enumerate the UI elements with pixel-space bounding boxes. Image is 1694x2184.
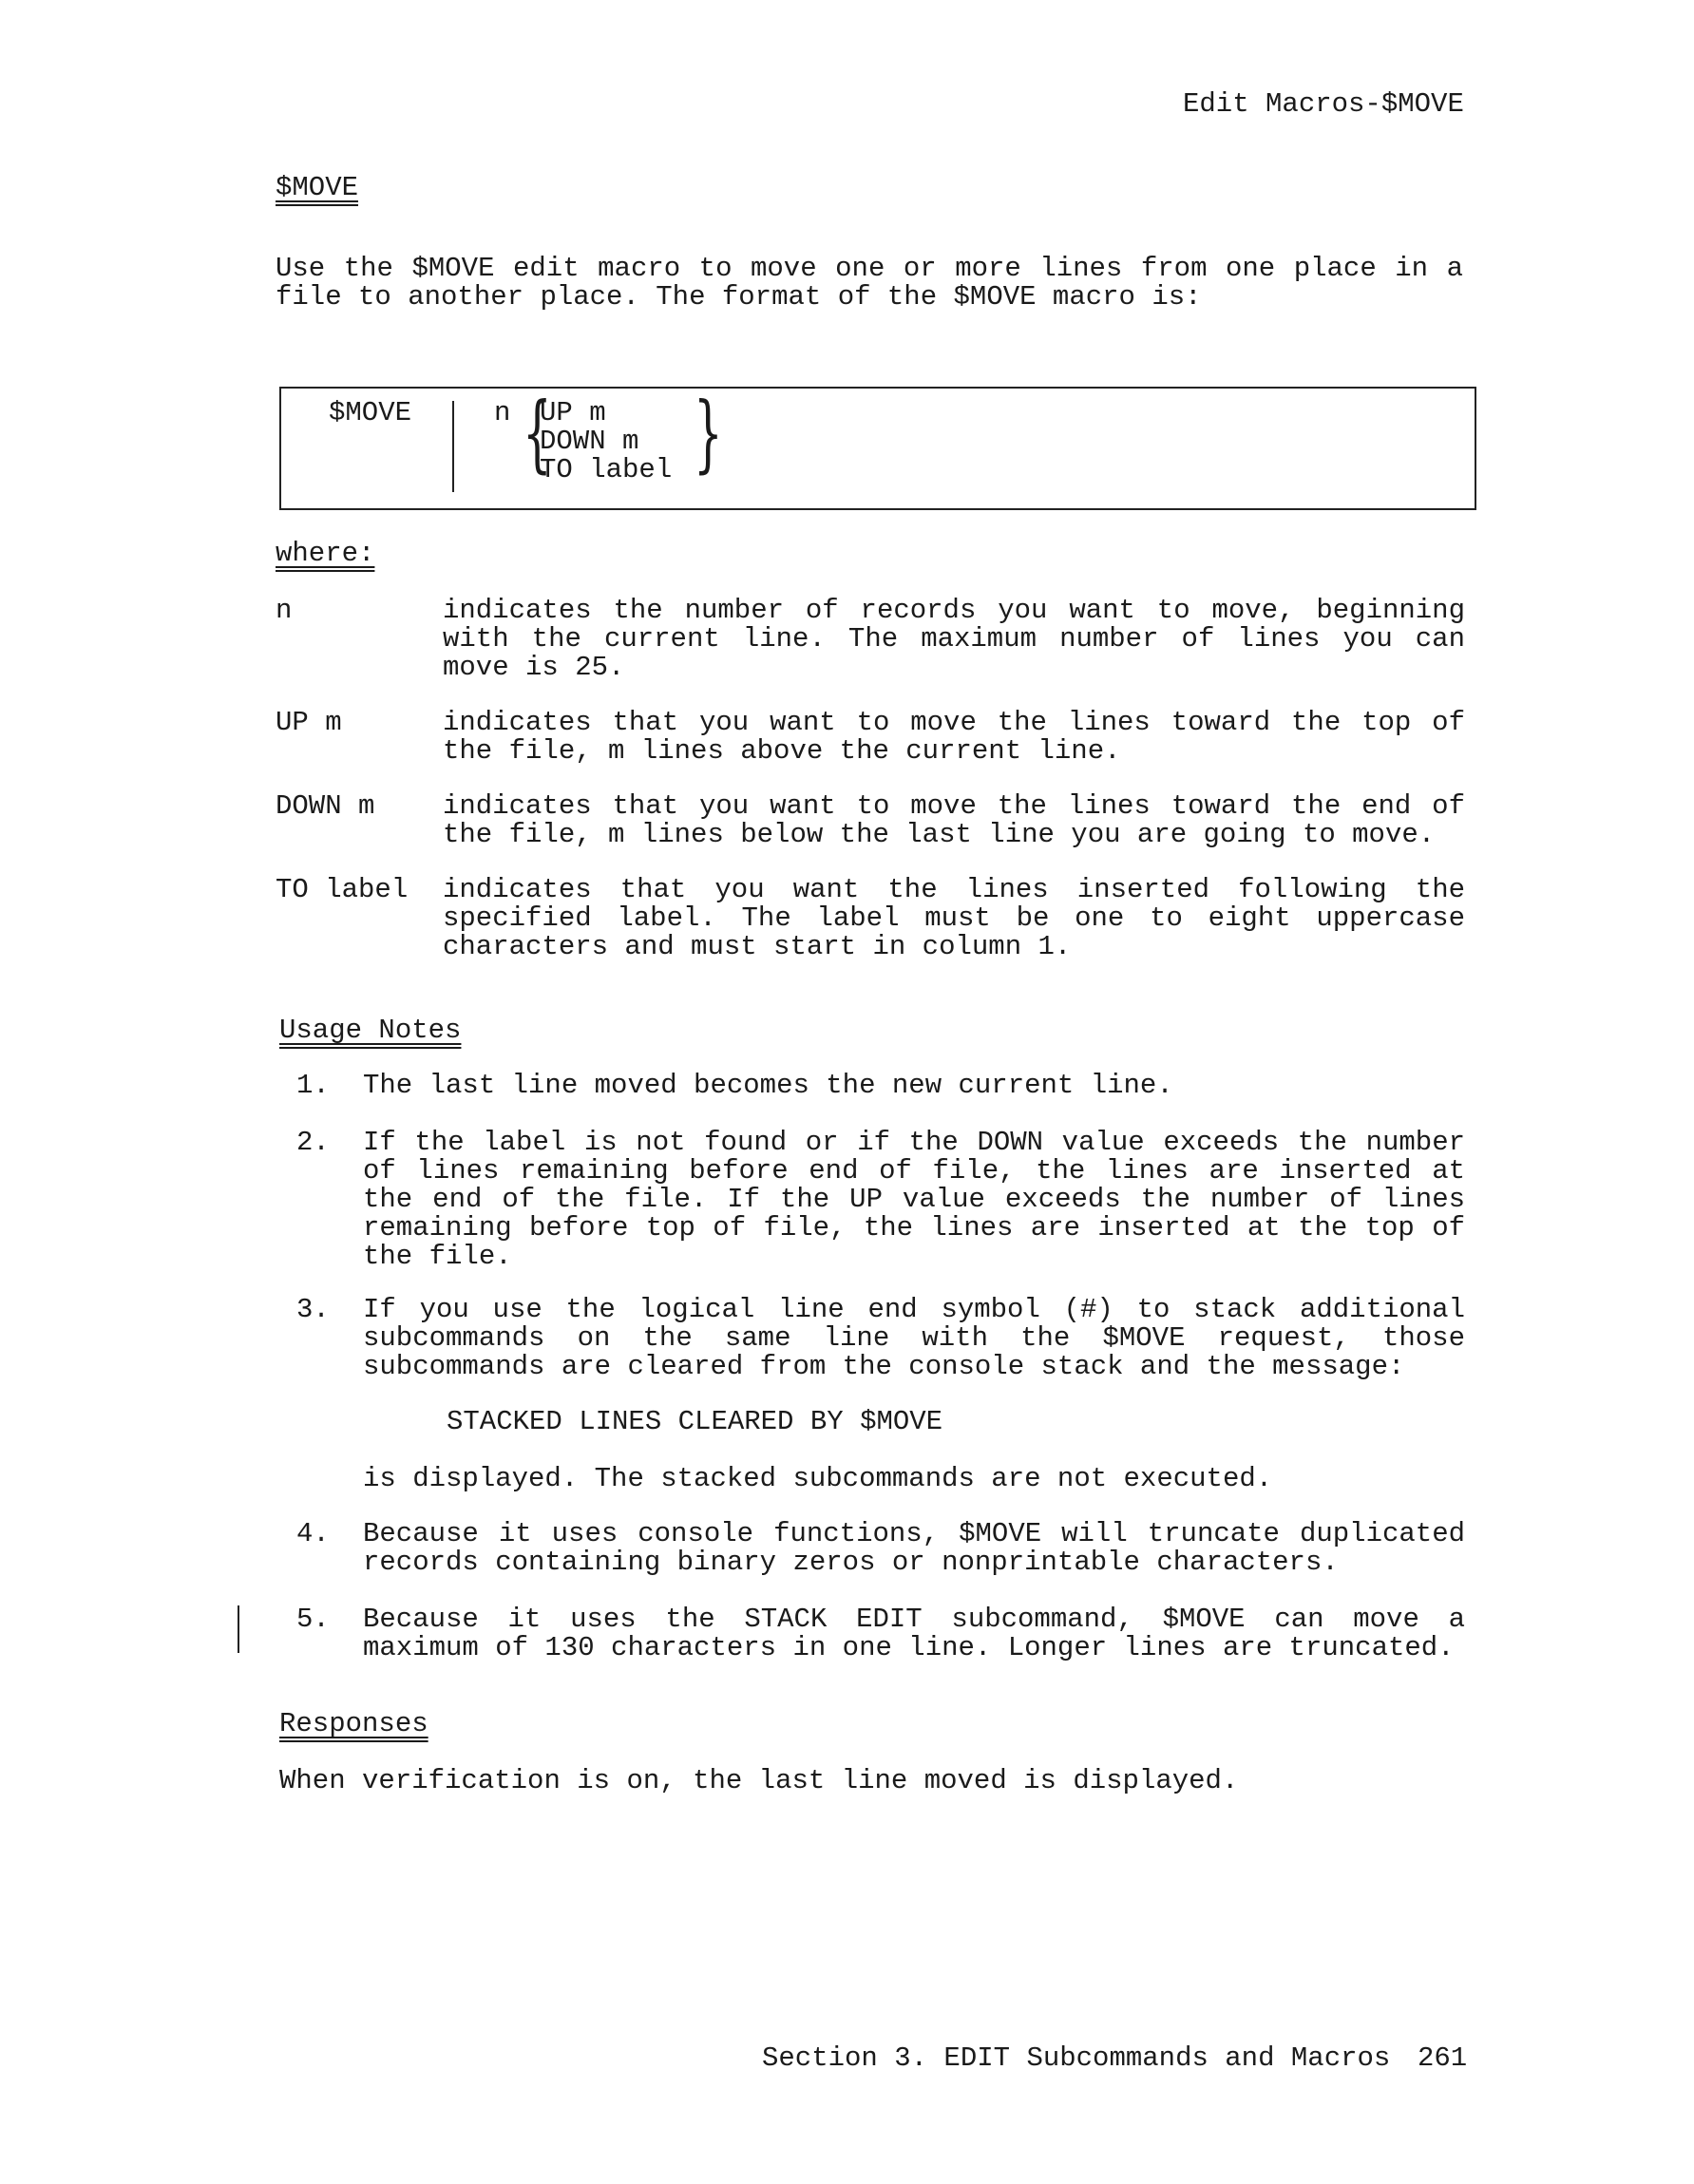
footer-page-number: 261	[1418, 2042, 1468, 2074]
param-desc-up: indicates that you want to move the lines toward the top of the file, m lines above the current line.	[443, 707, 1465, 767]
note-text: If the label is not found or if the DOWN value exceeds the number of lines remaining before end of file, the lines are inserted at the end of the file. If the UP value exceeds the number of lines remaining before top of file, the lines are inserted at the top of the file.	[363, 1127, 1465, 1272]
note-text-continued: is displayed. The stacked subcommands are not executed.	[363, 1463, 1273, 1494]
page-title: $MOVE	[276, 172, 359, 203]
usage-notes-heading: Usage Notes	[279, 1015, 462, 1046]
left-brace: {	[523, 384, 552, 482]
syntax-option-up: UP m	[540, 397, 606, 428]
footer-section: Section 3. EDIT Subcommands and Macros	[762, 2042, 1391, 2074]
note-number: 1.	[296, 1070, 330, 1101]
note-number: 2.	[296, 1127, 330, 1158]
note-text: If you use the logical line end symbol (#) to stack additional subcommands on the same line with the $MOVE request, those subcommands are cleared from the console stack and the message:	[363, 1294, 1465, 1382]
intro-paragraph: Use the $MOVE edit macro to move one or more lines from one place in a file to another place. The format of the $MOVE macro is:	[276, 253, 1463, 313]
note-number: 5.	[296, 1604, 330, 1635]
right-brace: }	[694, 384, 723, 482]
where-label: where:	[276, 538, 375, 569]
syntax-option-to: TO label	[540, 454, 673, 485]
param-term-up: UP m	[276, 707, 342, 738]
responses-heading: Responses	[279, 1708, 428, 1739]
syntax-command: $MOVE	[329, 397, 412, 428]
syntax-divider	[452, 401, 454, 492]
note-text: Because it uses console functions, $MOVE will truncate duplicated records containing binary zeros or nonprintable characters.	[363, 1518, 1465, 1578]
note-text: Because it uses the STACK EDIT subcommand, $MOVE can move a maximum of 130 characters in one line. Longer lines are truncated.	[363, 1604, 1465, 1663]
responses-text: When verification is on, the last line moved is displayed.	[279, 1765, 1239, 1796]
note-text: The last line moved becomes the new current line.	[363, 1070, 1173, 1101]
param-term-n: n	[276, 595, 293, 626]
syntax-option-down: DOWN m	[540, 426, 639, 457]
revision-bar	[238, 1605, 239, 1653]
param-desc-to: indicates that you want the lines inserted following the specified label. The label must be one to eight uppercase characters and must start in column 1.	[443, 874, 1465, 962]
param-desc-n: indicates the number of records you want to move, beginning with the current line. The maximum number of lines you can move is 25.	[443, 595, 1465, 683]
running-header: Edit Macros-$MOVE	[1183, 88, 1464, 120]
note-number: 4.	[296, 1518, 330, 1549]
syntax-box	[279, 384, 1476, 510]
param-desc-down: indicates that you want to move the lines toward the end of the file, m lines below the last line you are going to move.	[443, 790, 1465, 850]
stacked-message: STACKED LINES CLEARED BY $MOVE	[447, 1406, 943, 1437]
note-number: 3.	[296, 1294, 330, 1325]
param-term-down: DOWN m	[276, 790, 375, 822]
syntax-operand: n	[494, 397, 511, 428]
param-term-to: TO label	[276, 874, 409, 905]
